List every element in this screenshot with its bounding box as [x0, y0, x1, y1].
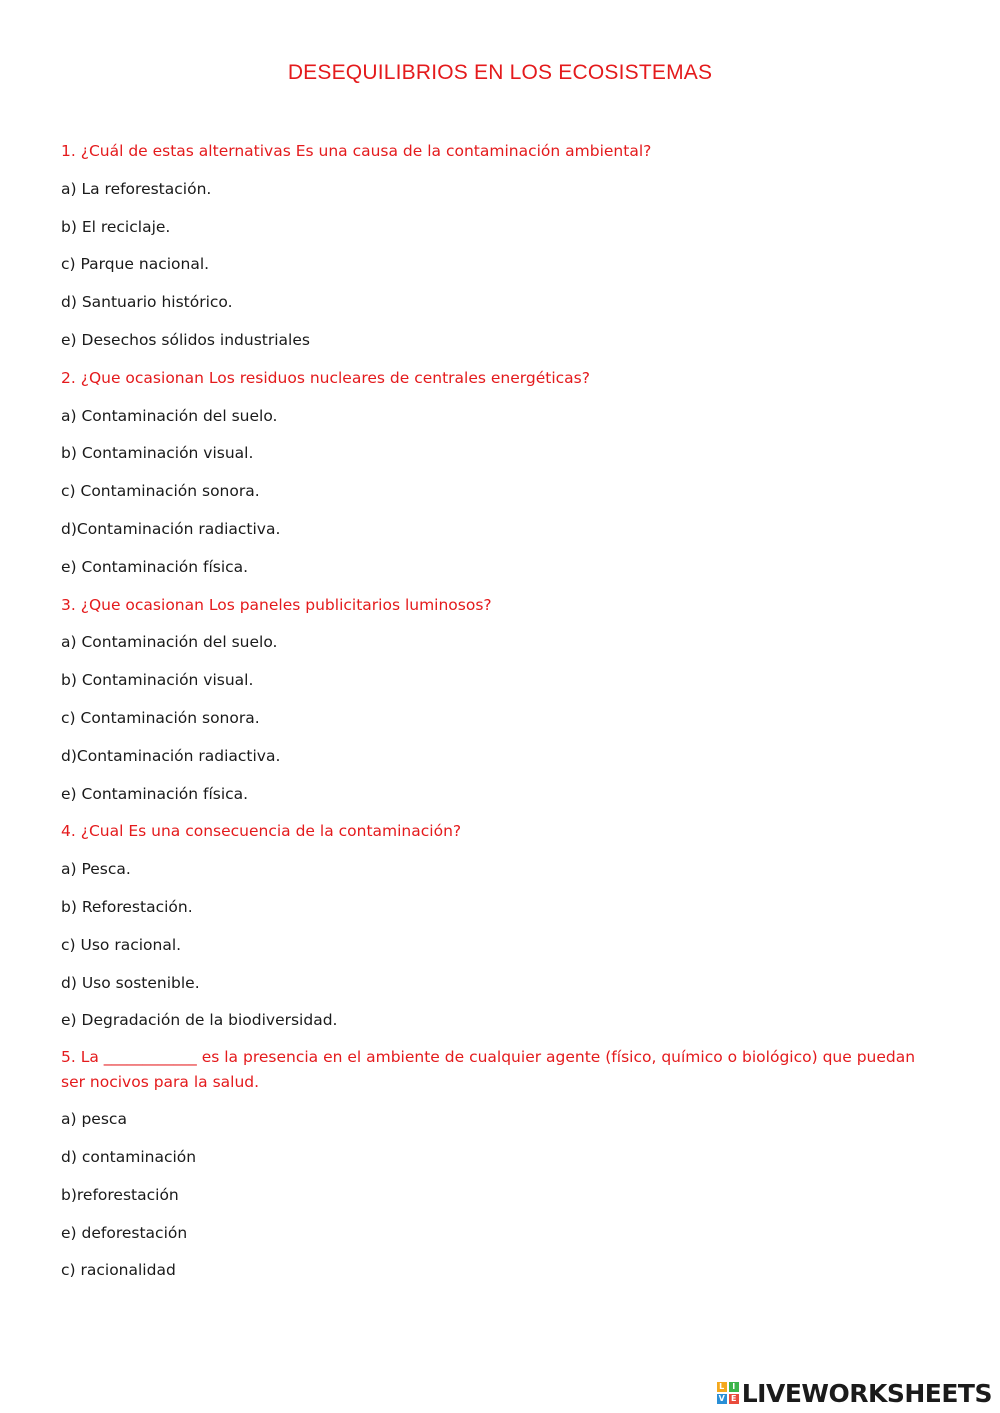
q5-option-1[interactable]: a) pesca [61, 1110, 127, 1129]
logo-tile-i: I [729, 1382, 739, 1392]
q3-option-e[interactable]: e) Contaminación física. [61, 784, 249, 803]
liveworksheets-logo [717, 1379, 992, 1407]
q2-option-c[interactable]: c) Contaminación sonora. [61, 482, 260, 501]
worksheet-title: DESEQUILIBRIOS EN LOS ECOSISTEMAS [287, 61, 713, 84]
q1-option-e[interactable]: e) Desechos sólidos industriales [61, 330, 310, 349]
logo-wordmark: LIVEWORKSHEETS [741, 1378, 992, 1408]
logo-tile-e: E [729, 1394, 739, 1404]
question-1: 1. ¿Cuál de estas alternativas Es una causa de la contaminación ambiental? [61, 142, 652, 160]
q2-option-a[interactable]: a) Contaminación del suelo. [61, 406, 278, 425]
q2-option-e[interactable]: e) Contaminación física. [61, 557, 249, 576]
q3-option-c[interactable]: c) Contaminación sonora. [61, 708, 260, 727]
q4-option-a[interactable]: a) Pesca. [61, 860, 131, 879]
worksheet-content [61, 140, 941, 1297]
liveworksheets-logo-icon [717, 1382, 739, 1404]
q2-option-d[interactable]: d)Contaminación radiactiva. [61, 519, 281, 538]
q1-option-a[interactable]: a) La reforestación. [61, 179, 212, 198]
q5-option-2[interactable]: d) contaminación [61, 1147, 197, 1166]
q5-option-4[interactable]: e) deforestación [61, 1223, 188, 1242]
q3-option-a[interactable]: a) Contaminación del suelo. [61, 633, 278, 652]
question-2: 2. ¿Que ocasionan Los residuos nucleares de centrales energéticas? [61, 368, 590, 387]
q4-option-e[interactable]: e) Degradación de la biodiversidad. [61, 1011, 338, 1030]
q1-option-b[interactable]: b) El reciclaje. [61, 217, 171, 236]
question-4: 4. ¿Cual Es una consecuencia de la contaminación? [61, 822, 462, 841]
question-3: 3. ¿Que ocasionan Los paneles publicitarios luminosos? [61, 595, 492, 614]
q4-option-d[interactable]: d) Uso sostenible. [61, 973, 200, 992]
q2-option-b[interactable]: b) Contaminación visual. [61, 444, 254, 463]
q5-option-3[interactable]: b)reforestación [61, 1185, 179, 1204]
q3-option-d[interactable]: d)Contaminación radiactiva. [61, 746, 281, 765]
q1-option-d[interactable]: d) Santuario histórico. [61, 293, 233, 312]
logo-tile-l: L [717, 1382, 727, 1392]
question-5: 5. La ____________ es la presencia en el ambiente de cualquier agente (físico, químico o biológico) que puedan ser nocivos para la salud. [61, 1048, 916, 1092]
logo-tile-v: V [718, 1394, 725, 1403]
q4-option-c[interactable]: c) Uso racional. [61, 935, 182, 954]
q5-option-5[interactable]: c) racionalidad [61, 1261, 176, 1280]
q4-option-b[interactable]: b) Reforestación. [61, 897, 193, 916]
q3-option-b[interactable]: b) Contaminación visual. [61, 671, 254, 690]
q1-option-c[interactable]: c) Parque nacional. [61, 255, 210, 274]
